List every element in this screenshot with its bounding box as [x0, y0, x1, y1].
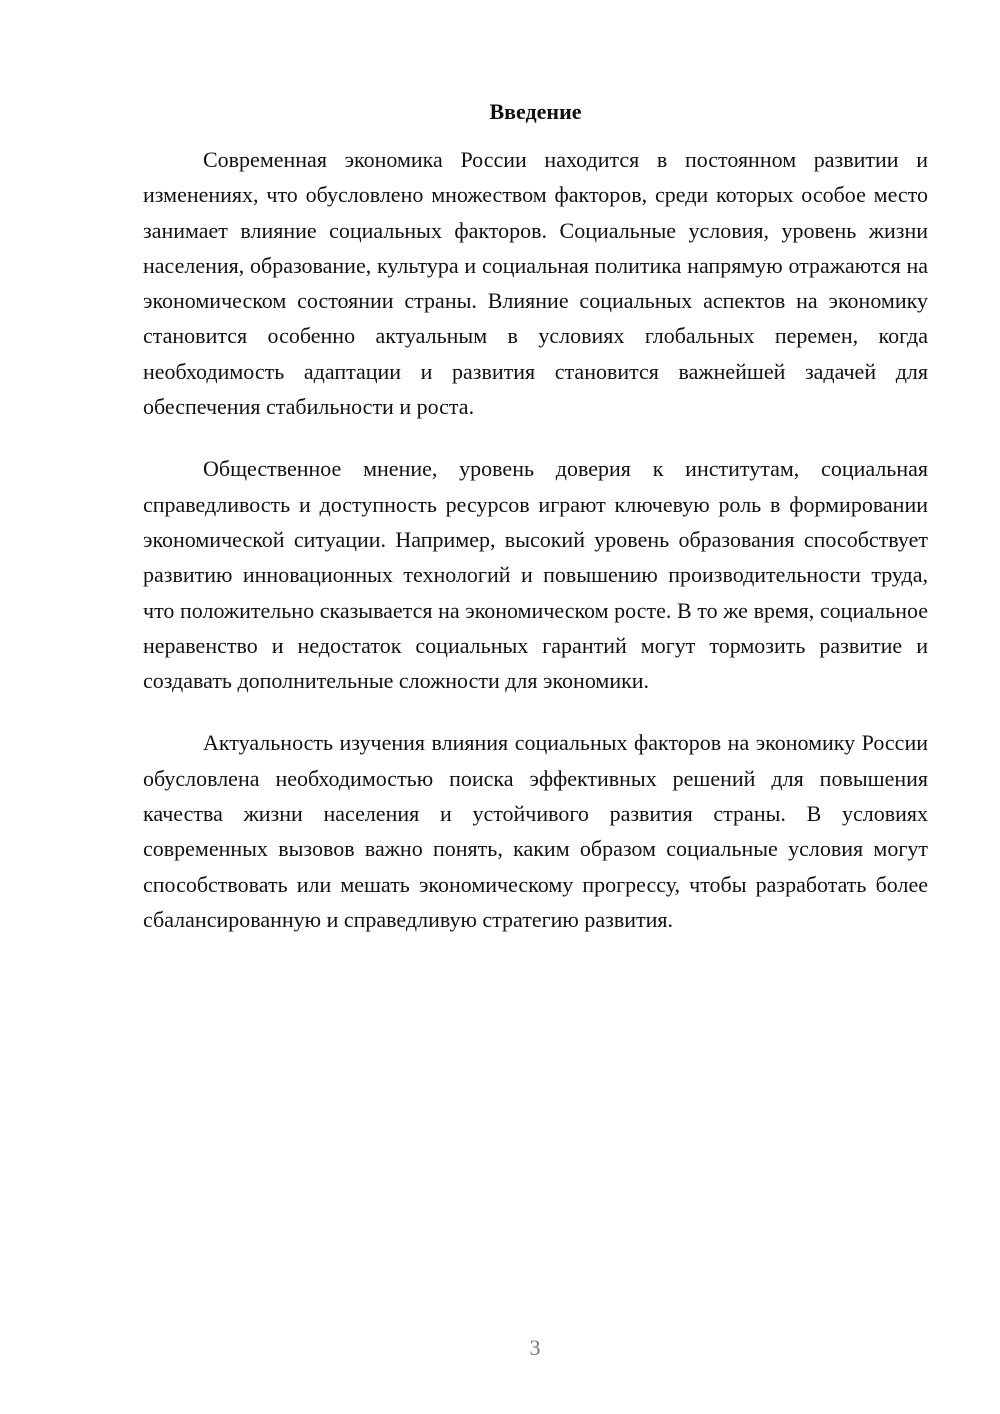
- body-text: [143, 142, 928, 964]
- paragraph-1: Современная экономика России находится в постоянном развитии и изменениях, что обусловлено множеством факторов, среди которых особое место занимает влияние социальных факторов. Социальные условия, уровень жизни населения, образование, культура и социальная политика напрямую отражаются на экономическом состоянии страны. Влияние социальных аспектов на экономику становится особенно актуальным в условиях глобальных перемен, когда необходимость адаптации и развития становится важнейшей задачей для обеспечения стабильности и роста.: [143, 147, 928, 420]
- paragraph-3: Актуальность изучения влияния социальных факторов на экономику России обусловлена необходимостью поиска эффективных решений для повышения качества жизни населения и устойчивого развития страны. В условиях современных вызовов важно понять, каким образом социальные условия могут способствовать или мешать экономическому прогрессу, чтобы разработать более сбалансированную и справедливую стратегию развития.: [143, 730, 928, 932]
- section-heading: Введение: [489, 99, 582, 124]
- page-number: 3: [529, 1335, 541, 1360]
- paragraph-2: Общественное мнение, уровень доверия к институтам, социальная справедливость и доступность ресурсов играют ключевую роль в формировании экономической ситуации. Например, высокий уровень образования способствует развитию инновационных технологий и повышению производительности труда, что положительно сказывается на экономическом росте. В то же время, социальное неравенство и недостаток социальных гарантий могут тормозить развитие и создавать дополнительные сложности для экономики.: [143, 456, 928, 694]
